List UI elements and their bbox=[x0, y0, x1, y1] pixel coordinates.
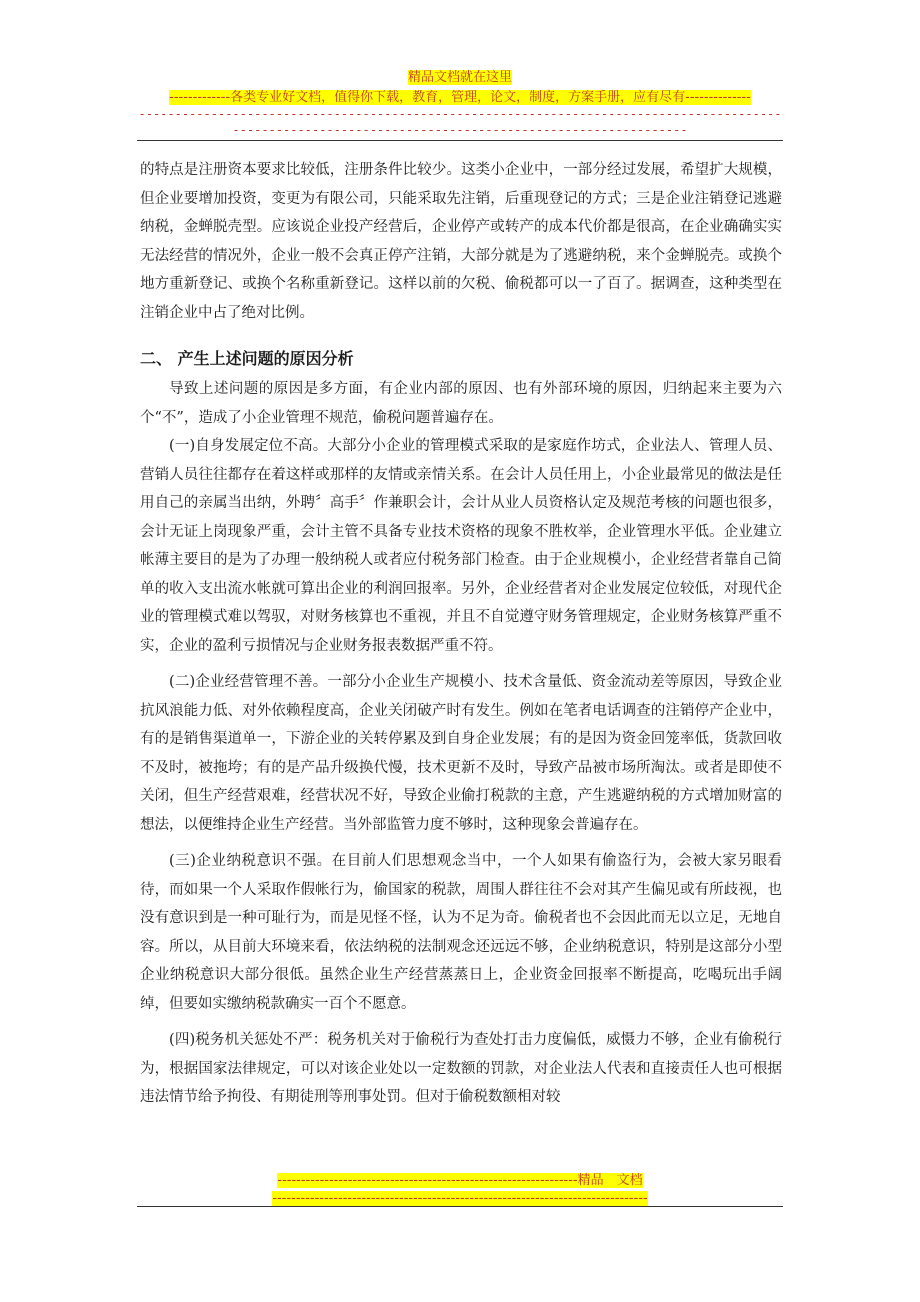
footer-rule bbox=[137, 1206, 783, 1207]
header-rule bbox=[137, 140, 783, 141]
footer-line-1 bbox=[0, 1169, 920, 1189]
header-title bbox=[0, 66, 920, 86]
point-1-paragraph: (一)自身发展定位不高。大部分小企业的管理模式采取的是家庭作坊式，企业法人、管理人员、营销人员往往都存在着这样或那样的友情或亲情关系。在会计人员任用上，小企业最常见的做法是任用自己的亲属当出纳，外聘〞高手〞作兼职会计，会计从业人员资格认定及规范考核的问题也很多，会计无证上岗现象严重，会计主管不具备专业技术资格的现象不胜枚举，企业管理水平低。企业建立帐薄主要目的是为了办理一般纳税人或者应付税务部门检查。由于企业规模小，企业经营者靠自己简单的收入支出流水帐就可算出企业的利润回报率。另外，企业经营者对企业发展定位较低，对现代企业的管理模式难以驾驭，对财务核算也不重视，并且不自觉遵守财务管理规定，企业财务核算严重不实，企业的盈利亏损情况与企业财务报表数据严重不符。 bbox=[140, 438, 782, 654]
footer-line-2-text: -------------------------------------------------------------------------------- bbox=[272, 1191, 648, 1206]
header-subtitle bbox=[0, 86, 920, 106]
document-body bbox=[140, 156, 782, 1112]
point-4-paragraph: (四)税务机关惩处不严：税务机关对于偷税行为查处打击力度偏低，威慑力不够，企业有偷税行为，根据国家法律规定，可以对该企业处以一定数额的罚款，对企业法人代表和直接责任人也可根据违法情节给予拘役、有期徒刑等刑事处罚。但对于偷税数额相对较 bbox=[140, 1032, 782, 1105]
section-intro-paragraph: 导致上述问题的原因是多方面，有企业内部的原因、也有外部环境的原因，归纳起来主要为六个“不”，造成了小企业管理不规范，偷税问题普遍存在。 bbox=[140, 381, 782, 426]
point-2-paragraph: (二)企业经营管理不善。一部分小企业生产规模小、技术含量低、资金流动差等原因，导致企业抗风浪能力低、对外依赖程度高，企业关闭破产时有发生。例如在笔者电话调查的注销停产企业中，有的是销售渠道单一，下游企业的关转停累及到自身企业发展；有的是因为资金回笼率低，货款回收不及时，被拖垮；有的是产品升级换代慢，技术更新不及时，导致产品被市场所淘汰。或者是即使不关闭，但生产经营艰难，经营状况不好，导致企业偷打税款的主意，产生逃避纳税的方式增加财富的想法，以便维持企业生产经营。当外部监管力度不够时，这种现象会普遍存在。 bbox=[140, 674, 782, 833]
intro-paragraph: 的特点是注册资本要求比较低，注册条件比较少。这类小企业中，一部分经过发展，希望扩大规模，但企业要增加投资，变更为有限公司，只能采取先注销，后重现登记的方式；三是企业注销登记逃避纳税，金蝉脱壳型。应该说企业投产经营后，企业停产或转产的成本代价都是很高，在企业确确实实无法经营的情况外，企业一般不会真正停产注销，大部分就是为了逃避纳税，来个金蝉脱壳。或换个地方重新登记、或换个名称重新登记。这样以前的欠税、偷税都可以一了百了。据调查，这种类型在注销企业中占了绝对比例。 bbox=[140, 162, 782, 321]
header-subtitle-text: -------------各类专业好文档，值得你下载，教育，管理，论文，制度，方案手册，应有尽有-------------- bbox=[169, 90, 751, 105]
header-title-text: 精品文档就在这里 bbox=[407, 70, 512, 85]
header-dash-line: -------------------------------------------------------------------------------------------------------------------------------------------------------- bbox=[138, 107, 782, 137]
section-heading: 二、 产生上述问题的原因分析 bbox=[140, 349, 354, 368]
footer-line-1-text: ----------------------------------------------------------------精品 文档 bbox=[277, 1173, 643, 1188]
footer-line-2 bbox=[0, 1187, 920, 1207]
point-3-paragraph: (三)企业纳税意识不强。在目前人们思想观念当中，一个人如果有偷盗行为，会被大家另眼看待，而如果一个人采取作假帐行为，偷国家的税款，周围人群往往不会对其产生偏见或有所歧视，也没有意识到是一种可耻行为，而是见怪不怪，认为不足为奇。偷税者也不会因此而无以立足，无地自容。所以，从目前大环境来看，依法纳税的法制观念还远远不够，企业纳税意识，特别是这部分小型企业纳税意识大部分很低。虽然企业生产经营蒸蒸日上，企业资金回报率不断提高，吃喝玩出手阔绰，但要如实缴纳税款确实一百个不愿意。 bbox=[140, 853, 782, 1012]
